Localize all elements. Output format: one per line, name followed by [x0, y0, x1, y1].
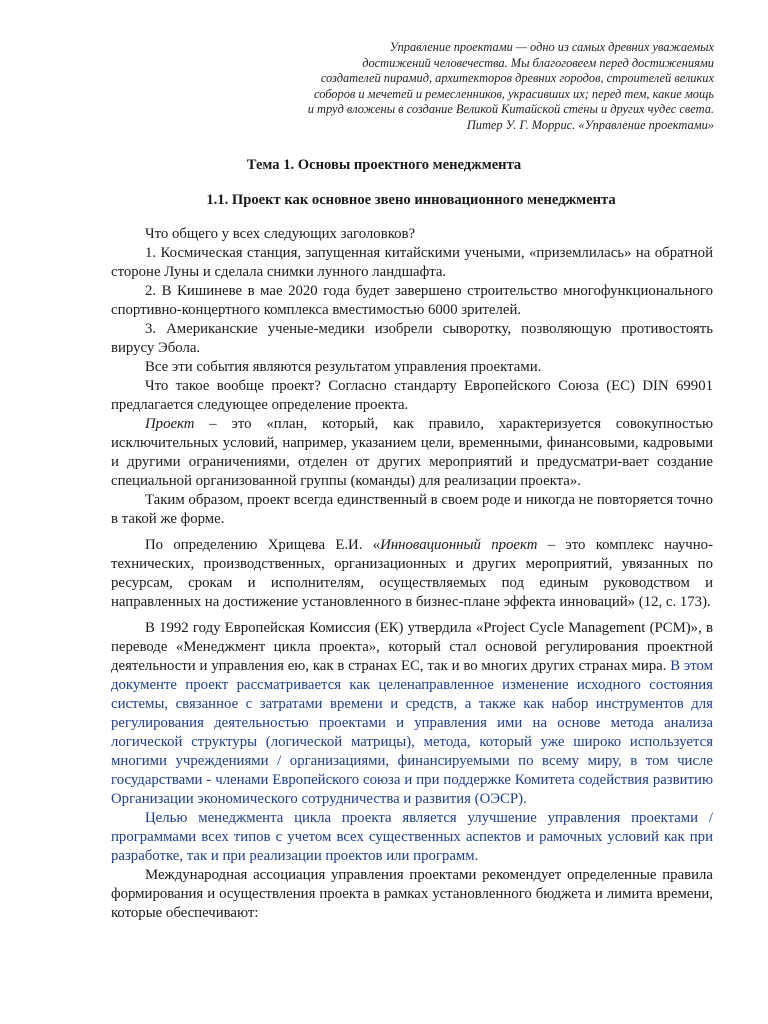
paragraph-text: В 1992 году Европейская Комиссия (ЕК) утвердила «Project Cycle Management (PCM)», в переводе «Менеджмент цикла проекта», который стал основой регулирования проектной деятельности и управления ею, как в странах ЕС, так и во многих других странах мира. [111, 620, 713, 674]
paragraph: 1. Космическая станция, запущенная китайскими учеными, «приземлилась» на обратной стороне Луны и сделала снимки лунного ландшафта. [111, 245, 713, 280]
epigraph-line: соборов и мечетей и ремесленников, украсивших их; перед тем, какие мощь [314, 86, 714, 101]
epigraph-attribution: Питер У. Г. Моррис. «Управление проектами» [466, 117, 714, 132]
paragraph [111, 619, 713, 809]
paragraph-text: – это комплекс научно-технических, производственных, организационных и других мероприятий, увязанных по ресурсам, срокам и исполнителям, осуществляемых под единым руководством и направленных на достижение установленного в бизнес-плане эффекта инноваций» (12, с. 173). [111, 537, 713, 610]
epigraph-line: и труд вложены в создание Великой Китайской стены и других чудес света. [307, 102, 714, 117]
epigraph-line: создателей пирамид, архитекторов древних городов, строителей великих [320, 71, 714, 86]
term-innovation-project: Инновационный проект [380, 537, 538, 553]
highlighted-text: В этом документе проект рассматривается как целенаправленное изменение исходного состояния системы, связанное с затратами времени и средств, а также как набор инструментов для регулирования деятельностью проектами и управления ими на основе метода анализа логической структуры (логической матрицы), метода, который уже широко используется многими учреждениями / организациями, финансируемыми по всему миру, в том числе государствами - членами Европейского союза и при поддержке Комитета содействия развитию Организации экономического сотрудничества и развития (ОЭСР). [111, 658, 714, 807]
epigraph [244, 40, 714, 134]
term-project: Проект [145, 416, 195, 432]
paragraph: Международная ассоциация управления проектами рекомендует определенные правила формирования и осуществления проекта в рамках установленного бюджета и лимита времени, которые обеспечивают: [111, 867, 713, 921]
paragraph: Что общего у всех следующих заголовков? [145, 226, 416, 242]
paragraph [111, 415, 713, 491]
paragraph [111, 536, 713, 612]
paragraph: 3. Американские ученые-медики изобрели сыворотку, позволяющую противостоять вирусу Эбола. [111, 321, 713, 356]
epigraph-line: Управление проектами — одно из самых древних уважаемых [389, 40, 714, 54]
body-text [111, 225, 713, 923]
paragraph: 2. В Кишиневе в мае 2020 года будет завершено строительство многофункционального спортивно-концертного комплекса вместимостью 6000 зрителей. [111, 283, 713, 318]
section-title: 1.1. Проект как основное звено инновационного менеджмента [206, 192, 616, 208]
paragraph: Все эти события являются результатом управления проектами. [145, 359, 542, 375]
epigraph-line: достижений человечества. Мы благоговеем перед достижениями [362, 55, 714, 70]
paragraph-text: – это «план, который, как правило, характеризуется совокупностью исключительных условий, например, указанием цели, временными, финансовыми, кадровыми и другими ограничениями, отделен от других мероприятий и предусматри-вает создание специальной организованной группы (команды) для реализации проекта». [111, 416, 713, 489]
paragraph: Что такое вообще проект? Согласно стандарту Европейского Союза (ЕС) DIN 69901 предлагается следующее определение проекта. [111, 378, 713, 413]
paragraph-text: По определению Хрищева Е.И. « [145, 537, 381, 553]
topic-title: Тема 1. Основы проектного менеджмента [246, 157, 522, 173]
paragraph: Таким образом, проект всегда единственный в своем роде и никогда не повторяется точно в такой же форме. [111, 492, 713, 527]
highlighted-paragraph: Целью менеджмента цикла проекта является улучшение управления проектами / программами всех типов с учетом всех существенных аспектов и рамочных условий как при разработке, так и при реализации проектов или программ. [111, 810, 713, 864]
